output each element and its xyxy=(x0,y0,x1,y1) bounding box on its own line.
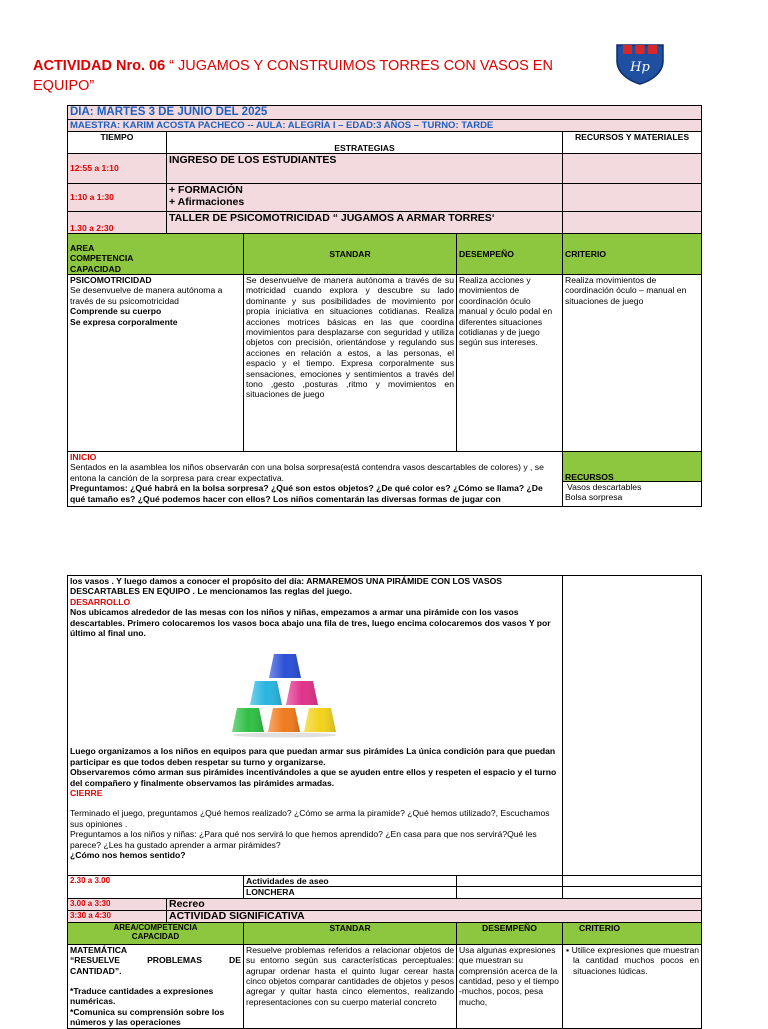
activity-cell: + FORMACIÓN + Afirmaciones xyxy=(167,184,563,212)
activity-title xyxy=(33,56,593,96)
cup-pyramid-image xyxy=(230,648,340,738)
bullet-icon: ▪ xyxy=(566,944,572,955)
recurso-item: Vasos descartables xyxy=(567,482,642,492)
capacity-2: Se expresa corporalmente xyxy=(70,316,178,327)
head-desempeno: DESEMPEÑO xyxy=(457,922,563,944)
empty-cell xyxy=(563,887,702,898)
school-logo xyxy=(613,41,667,85)
empty-cell xyxy=(457,876,563,887)
purpose-text: los vasos . Y luego damos a conocer el propósito del día: ARMAREMOS UNA PIRÁMIDE CON LOS VASOS DESCARTABLES EN EQUIPO . Le mencionamos las reglas del juego. xyxy=(70,576,502,597)
inicio-label: INICIO xyxy=(70,452,97,462)
recursos-cell xyxy=(563,452,702,507)
inicio-text: Sentados en la asamblea los niños observarán con una bolsa sorpresa(está contendra vasos descartables de colores) y , se entona la canción de la sorpresa para crear expectativa. xyxy=(70,462,544,483)
area-text: Se desenvuelve de manera autónoma a través de su psicomotricidad xyxy=(70,285,223,306)
aseo-time: 2.30 a 3.00 xyxy=(68,876,244,899)
activity-name: “ JUGAMOS Y CONSTRUIMOS TORRES CON VASOS EN EQUIPO” xyxy=(33,58,553,94)
head-criterio: CRITERIO xyxy=(563,234,702,275)
inicio-cell xyxy=(68,452,563,507)
recreo-time: 3.00 a 3:30 xyxy=(68,898,167,910)
time-cell: 12:55 a 1:10 xyxy=(68,154,167,184)
mat-capacity-1: *Traduce cantidades a expresiones numéricas. xyxy=(70,986,214,1007)
standar-cell: Se desenvuelve de manera autónoma a través de su motricidad cuando explora y descubre su lado dominante y sus posibilidades de movimiento por propia iniciativa en situaciones cotidianas. Realiza acciones motrices básicas en las que coordina movimientos para desplazarse con seguridad y utiliza objetos con precisión, orientándose y regulando sus acciones en relación a estos, a las personas, el espacio y el tiempo. Expresa corporalmente sus sensaciones, emociones y sentimientos a través del tono ,gesto ,posturas ,ritmo y movimientos en situaciones de juego xyxy=(244,275,457,452)
criterio-cell: Realiza movimientos de coordinación óculo – manual en situaciones de juego xyxy=(563,275,702,452)
empty-cell xyxy=(563,876,702,887)
recreo-label: Recreo xyxy=(167,898,702,910)
head-area: AREA COMPETENCIA CAPACIDAD xyxy=(68,234,244,275)
organizamos-text: Luego organizamos a los niños en equipos para que puedan armar sus pirámides La única condición para que puedan participar es que todos deben respetar su turno y organizarse. xyxy=(70,746,556,767)
mat-desempeno: Usa algunas expresiones que muestran su comprensión acerca de la cantidad, peso y el tiempo -muchos, pocos, pesa mucho, xyxy=(457,944,563,1028)
inicio-questions: Preguntamos: ¿Qué habrá en la bolsa sorpresa? ¿Qué son estos objetos? ¿De qué color es? ¿Cómo se llama? ¿De qué tamaño es? ¿Qué podemos hacer con ellos? Los niños comentarán las diversas formas de jugar con xyxy=(70,483,543,504)
strategy-cell xyxy=(68,576,563,876)
empty-cell xyxy=(563,212,702,234)
cierre-text-2: Preguntamos a los niños y niñas: ¿Para qué nos servirá lo que hemos aprendido? ¿En casa para que nos servirá?Qué les parece? ¿Les ha gustado aprender a armar pirámides? xyxy=(70,829,537,850)
capacity-1: Comprende su cuerpo xyxy=(70,306,162,317)
empty-cell xyxy=(457,887,563,898)
activity-cell: TALLER DE PSICOMOTRICIDAD “ JUGAMOS A ARMAR TORRES‘ xyxy=(167,212,563,234)
activity-cell: INGRESO DE LOS ESTUDIANTES xyxy=(167,154,563,184)
area-cell xyxy=(68,275,244,452)
col-tiempo: TIEMPO xyxy=(68,132,167,154)
col-recursos: RECURSOS Y MATERIALES xyxy=(563,132,702,154)
recursos-label: RECURSOS xyxy=(563,452,701,482)
empty-cell xyxy=(563,576,702,876)
lesson-table-page1 xyxy=(67,105,702,507)
lonchera-activity: LONCHERA xyxy=(244,887,457,898)
head-desempeno: DESEMPEÑO xyxy=(457,234,563,275)
activity-number: ACTIVIDAD Nro. 06 xyxy=(33,58,166,74)
desarrollo-label: DESARROLLO xyxy=(70,596,131,607)
mat-criterio: ▪ Utilice expresiones que muestran la cantidad muchos pocos en situaciones lúdicas. xyxy=(563,944,702,1028)
mat-title: MATEMÁTICA xyxy=(70,944,128,955)
empty-cell xyxy=(563,154,702,184)
head-criterio: CRITERIO xyxy=(563,922,702,944)
desempeno-cell: Realiza acciones y movimientos de coordinación óculo manual y óculo podal en diferentes situaciones cotidianas y de juego según sus intereses. xyxy=(457,275,563,452)
lesson-table-page2 xyxy=(67,575,702,1029)
mat-capacity-2: *Comunica su comprensión sobre los números y las operaciones xyxy=(70,1006,225,1028)
teacher-row: MAESTRA: KARIM ACOSTA PACHECO -- AULA: ALEGRÍA I – EDAD:3 AÑOS – TURNO: TARDE xyxy=(68,120,702,132)
cierre-label: CIERRE xyxy=(70,788,103,799)
aseo-activity: Actividades de aseo xyxy=(244,876,457,887)
mat-area-cell xyxy=(68,944,244,1028)
desarrollo-text: Nos ubicamos alrededor de las mesas con los niños y niñas, empezamos a armar una pirámide con los vasos descartables. Primero colocaremos los vasos boca abajo una fila de tres, luego encima colocaremos dos vasos Y por último al final uno. xyxy=(70,607,551,639)
logo-text: Hp xyxy=(630,60,650,75)
col-estrategias: ESTRATEGIAS xyxy=(167,132,563,154)
mat-standar: Resuelve problemas referidos a relacionar objetos de su entorno según sus características perceptuales: agrupar ordenar hasta el quinto lugar cerear hasta cinco objetos comparar cantidades de objetos y pesos agregar y quitar hasta cinco elementos, realizando representaciones con su cuerpo material concreto xyxy=(244,944,457,1028)
empty-cell xyxy=(563,184,702,212)
day-row: DIA: MARTES 3 DE JUNIO DEL 2025 xyxy=(68,106,702,120)
recurso-item: Bolsa sorpresa xyxy=(565,492,623,503)
cierre-question: ¿Cómo nos hemos sentido? xyxy=(70,850,186,861)
time-cell: 1.30 a 2:30 xyxy=(68,212,167,234)
head-standar: STANDAR xyxy=(244,234,457,275)
significativa-time: 3:30 a 4:30 xyxy=(68,910,167,922)
mat-competence: “RESUELVE PROBLEMAS DE CANTIDAD”. xyxy=(70,955,241,976)
significativa-label: ACTIVIDAD SIGNIFICATIVA xyxy=(167,910,702,922)
time-cell: 1:10 a 1:30 xyxy=(68,184,167,212)
area-title: PSICOMOTRICIDAD xyxy=(70,275,152,285)
observaremos-text: Observaremos cómo arman sus pirámides incentivándoles a que se ayuden entre ellos y respeten el espacio y el turno del compañero y finalmente observamos las pirámides armadas. xyxy=(70,767,557,788)
head-area: AREA/COMPETENCIA CAPACIDAD xyxy=(68,922,244,944)
head-standar: STANDAR xyxy=(244,922,457,944)
cierre-text-1: Terminado el juego, preguntamos ¿Qué hemos realizado? ¿Cómo se arma la piramide? ¿Qué hemos utilizado?, Escuchamos sus opiniones . xyxy=(70,808,550,829)
